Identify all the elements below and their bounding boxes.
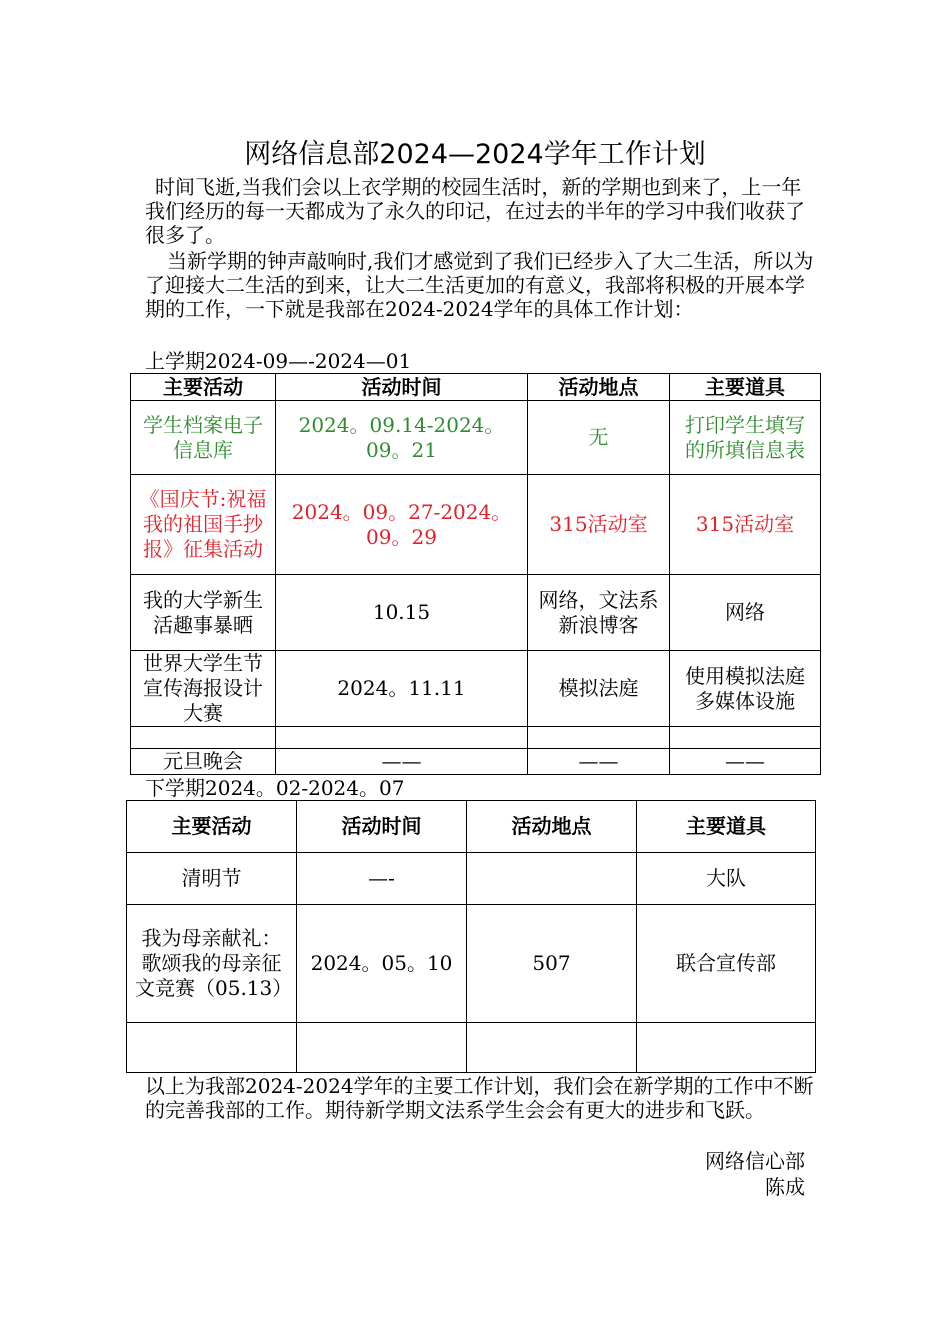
document-title: 网络信息部2024—2024学年工作计划 bbox=[244, 139, 706, 170]
header-place: 活动地点 bbox=[467, 801, 637, 853]
props-cell bbox=[670, 727, 821, 749]
table-row bbox=[131, 651, 821, 727]
activity-cell bbox=[131, 727, 276, 749]
place-cell: 模拟法庭 bbox=[528, 651, 670, 727]
semester2-table bbox=[126, 800, 816, 1073]
header-props: 主要道具 bbox=[637, 801, 816, 853]
props-cell: 使用模拟法庭多媒体设施 bbox=[670, 651, 821, 727]
header-props: 主要道具 bbox=[670, 374, 821, 401]
props-cell: 打印学生填写的所填信息表 bbox=[670, 401, 821, 475]
semester1-label: 上学期2024-09—-2024—01 bbox=[145, 349, 412, 373]
time-cell bbox=[297, 1023, 467, 1073]
activity-cell: 我的大学新生活趣事暴晒 bbox=[131, 575, 276, 651]
props-cell: 大队 bbox=[637, 853, 816, 905]
time-cell bbox=[276, 727, 528, 749]
props-cell: 联合宣传部 bbox=[637, 905, 816, 1023]
activity-cell: 元旦晚会 bbox=[131, 749, 276, 775]
time-cell: 2024。11.11 bbox=[276, 651, 528, 727]
table-row bbox=[131, 475, 821, 575]
table-header-row bbox=[131, 374, 821, 401]
time-cell: 2024。09。27-2024。09。29 bbox=[276, 475, 528, 575]
header-time: 活动时间 bbox=[297, 801, 467, 853]
intro-paragraph-2: 当新学期的钟声敲响时,我们才感觉到了我们已经步入了大二生活，所以为了迎接大二生活的到来，让大二生活更加的有意义，我部将积极的开展本学期的工作，一下就是我部在2024-2024学年的具体工作计划： bbox=[145, 249, 814, 321]
semester1-table bbox=[130, 373, 821, 775]
table-row bbox=[131, 749, 821, 775]
activity-cell: 清明节 bbox=[127, 853, 297, 905]
table-row bbox=[131, 401, 821, 475]
place-cell: —— bbox=[528, 749, 670, 775]
table-row bbox=[127, 853, 816, 905]
place-cell: 315活动室 bbox=[528, 475, 670, 575]
place-cell bbox=[528, 727, 670, 749]
semester2-label: 下学期2024。02-2024。07 bbox=[145, 776, 405, 800]
props-cell: —— bbox=[670, 749, 821, 775]
table-row bbox=[131, 727, 821, 749]
table-row bbox=[127, 1023, 816, 1073]
props-cell: 网络 bbox=[670, 575, 821, 651]
time-cell: 2024。09.14-2024。09。21 bbox=[276, 401, 528, 475]
intro-paragraph-1: 时间飞逝,当我们会以上衣学期的校园生活时，新的学期也到来了，上一年我们经历的每一天都成为了永久的印记，在过去的半年的学习中我们收获了很多了。 bbox=[145, 175, 805, 247]
props-cell bbox=[637, 1023, 816, 1073]
activity-cell bbox=[127, 1023, 297, 1073]
table-header-row bbox=[127, 801, 816, 853]
place-cell: 507 bbox=[467, 905, 637, 1023]
place-cell: 网络，文法系新浪博客 bbox=[528, 575, 670, 651]
table-row bbox=[127, 905, 816, 1023]
signature-department: 网络信心部 bbox=[705, 1149, 805, 1173]
time-cell: 2024。05。10 bbox=[297, 905, 467, 1023]
header-activity: 主要活动 bbox=[131, 374, 276, 401]
table-row bbox=[131, 575, 821, 651]
header-place: 活动地点 bbox=[528, 374, 670, 401]
activity-cell: 学生档案电子信息库 bbox=[131, 401, 276, 475]
header-activity: 主要活动 bbox=[127, 801, 297, 853]
props-cell: 315活动室 bbox=[670, 475, 821, 575]
time-cell: —— bbox=[276, 749, 528, 775]
signature-name: 陈成 bbox=[765, 1175, 805, 1199]
header-time: 活动时间 bbox=[276, 374, 528, 401]
time-cell: —- bbox=[297, 853, 467, 905]
activity-cell: 《国庆节:祝福我的祖国手抄报》征集活动 bbox=[131, 475, 276, 575]
activity-cell: 世界大学生节宣传海报设计大赛 bbox=[131, 651, 276, 727]
conclusion-paragraph: 以上为我部2024-2024学年的主要工作计划，我们会在新学期的工作中不断的完善我部的工作。期待新学期文法系学生会会有更大的进步和飞跃。 bbox=[145, 1074, 814, 1122]
activity-cell: 我为母亲献礼：歌颂我的母亲征文竞赛（05.13） bbox=[127, 905, 297, 1023]
place-cell: 无 bbox=[528, 401, 670, 475]
time-cell: 10.15 bbox=[276, 575, 528, 651]
place-cell bbox=[467, 853, 637, 905]
place-cell bbox=[467, 1023, 637, 1073]
